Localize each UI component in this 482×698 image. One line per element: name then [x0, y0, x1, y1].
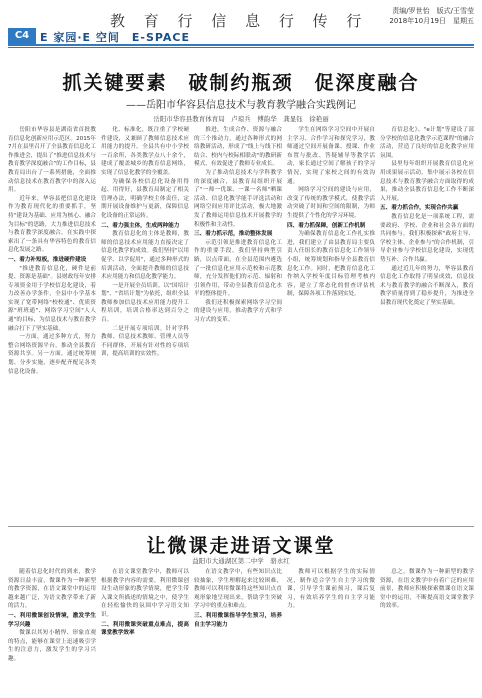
article2-column-1: [8, 568, 96, 694]
paragraph: 二是开展专项培训。针对学科教师、信息技术教师、管理人员等不同群体，开展有针对性的专项培训，提高培训的实效性。: [101, 325, 189, 358]
paragraph: 近年来，华容县把信息化建设作为教育现代化的重要抓手，坚持"建设为基础、应用为核心、融合为目标"的思路，大力推进信息技术与教育教学深度融合，在实践中探索出了一条具有华容特色的教育信息化发展之路。: [8, 195, 96, 254]
section-rule-thin: [8, 47, 474, 48]
article2-column-2: [101, 568, 189, 694]
paragraph: 学生在网络学习空间中开展自主学习、合作学习和探究学习，教师通过空间开展备课、授课、作业布置与批改、答疑辅导等教学活动，家长通过空间了解孩子的学习情况，实现了家校之间的有效沟通。: [287, 127, 375, 185]
article1-column-1: [8, 126, 96, 524]
article1-column-2: [101, 126, 189, 524]
paragraph: 通过近几年的努力，华容县教育信息化工作取得了明显成效，信息技术与教育教学的融合不断深入，教育教学质量得到了稳步提升，为推进全县教育现代化奠定了坚实基础。: [380, 265, 474, 306]
paragraph: 县里每年组织开展教育信息化应用成果展示活动，集中展示各校在信息技术与教育教学融合方面取得的成果，推动全县教育信息化工作不断深入开展。: [380, 161, 474, 202]
section-heading: 二、利用微课突破重点难点，提高课堂教学效率: [101, 621, 189, 637]
article1-byline: 岳阳市华容县教育体育局 卢琼兵 傅韵华 龚显钰 徐艳丽: [153, 115, 329, 123]
section-bar: [0, 28, 482, 44]
article1-subhead: ——岳阳市华容县信息技术与教育教学融合实践例记: [126, 100, 356, 111]
section-heading: 五、着力抓合作，实现合作共赢: [380, 205, 459, 212]
article1-column-4: [287, 126, 375, 524]
section-title: E 家园·E 空间 E-SPACE: [40, 31, 191, 44]
section-heading: 三、利用微课指导学生预习，培养自主学习能力: [194, 612, 282, 628]
paragraph: 总之，微课作为一种新型的教学资源，在语文教学中有着广泛的应用前景，教师应积极探索微课在语文课堂中的运用，不断提高语文课堂教学的效率。: [380, 569, 474, 610]
paragraph: 在语文课堂教学中，教师可以根据教学内容的需要，利用微课创设生动形象的教学情境，把学生带入课文所描述的情境之中，使学生在轻松愉快的氛围中学习语文知识。: [101, 569, 189, 618]
paragraph: 推进，生成合作、资源与融合的三个推动力，通过各种形式的网络教研活动，形成了"线上与线下相结合、校内与校际相联动"的教研新模式，有效促进了教师专业成长。: [194, 127, 282, 168]
section-heading: 一、着力补短板，推进硬件建设: [8, 256, 87, 263]
masthead-title: 教 育 行 信 息 行 传 行: [110, 12, 369, 30]
paragraph: 教育信息化的主体是教师，教师的信息技术应用能力直接决定了信息化教学的成效。我们坚持"以用促学、以学促用"，通过多种形式的培训活动，全面提升教师的信息技术应用能力和信息化教学能力。: [101, 231, 189, 281]
section-rule: [8, 44, 474, 46]
article2-byline: 益阳市大通湖区第二中学 骆永红: [192, 557, 290, 565]
article2-column-4: [287, 568, 375, 694]
section-heading: 一、利用微课创设情境，激发学生学习兴趣: [8, 612, 96, 628]
paragraph: 在语文教学中，有些知识点比较抽象，学生理解起来比较困难，教师可以利用微课将这些知识点直观形象地呈现出来，帮助学生突破学习中的重点和难点。: [194, 569, 282, 610]
article1-column-5: [380, 126, 474, 524]
paragraph: 一方面，通过多种方式，努力整合网络资源平台，推动全县教育资源共享。另一方面，通过统筹规划、分步实施，逐步配齐配足各类信息化设备。: [8, 334, 96, 375]
article2-headline: 让微课走进语文课堂: [146, 535, 336, 557]
paragraph: 示范引领是推进教育信息化工作的重要手段。我们坚持典型引路，以点带面，在全县范围内遴选了一批信息化应用示范校和示范教师，充分发挥他们的示范、辐射和引领作用，带动全县教育信息化水平的整体提升。: [194, 239, 282, 298]
paragraph: "推进教育信息化，硬件是前提、资源是基础"。县财政每年安排专项资金用于学校信息化建设，着力改善办学条件，全县中小学基本实现了宽带网络"校校通"、优质资源"班班通"、网络学习空间"人人通"的目标，为信息技术与教育教学融合打下了坚实基础。: [8, 265, 96, 332]
article1-headline: 抓关键要素 破制约瓶颈 促深度融合: [62, 72, 420, 94]
article1-column-3: [194, 126, 282, 524]
paragraph: 我们还积极探索网络学习空间的建设与应用，推动教学方式和学习方式的变革。: [194, 299, 282, 324]
section-heading: 二、着力强主体，生成两种能力: [101, 222, 180, 229]
masthead-meta: [374, 6, 474, 26]
section-heading: 三、着力抓示范，推动整体发展: [194, 231, 273, 238]
paragraph: 教师可以根据学生的实际情况，制作适合学生自主学习的微课，引导学生课前预习，课后复习，有效培养学生的自主学习能力。: [287, 569, 375, 610]
masthead-date: 2018年10月19日 星期五: [389, 17, 474, 25]
section-heading: 四、着力抓保障，创新工作机制: [287, 222, 366, 229]
article2-column-5: [380, 568, 474, 694]
paragraph: 育信息化》、"e计划"等建设了部分学校的信息化教学示范课程"的融合活动，营造了良好的信息化教学应用氛围。: [380, 127, 474, 159]
paragraph: 微课以其短小精悍、形象直观的特点，能够在课堂上迅速吸引学生的注意力，激发学生的学习兴趣。: [8, 630, 96, 662]
paragraph: 教育信息化是一项系统工程，需要政府、学校、企业和社会各方面的共同参与。我们积极探索"政府主导、学校主体、企业参与"的合作机制，引导企业参与学校信息化建设，实现优势互补、合作共赢。: [380, 213, 474, 263]
paragraph: 一是开展全员培训。以"国培计划"、"省培计划"为依托，组织全县教师参加信息技术应用能力提升工程培训，培训合格率达到百分之百。: [101, 282, 189, 324]
paragraph: 为确保教育信息化工作扎实推进，我们建立了由县教育局主要负责人任组长的教育信息化工作领导小组，统筹规划和指导全县教育信息化工作。同时，把教育信息化工作纳入学校年度目标管理考核内容，建立了常态化的督查评估机制，保障各项工作落到实处。: [287, 231, 375, 298]
paragraph: 化、标准化，既注重了学校硬件建设，又兼顾了教师信息技术应用能力的提升。全县共有中小学校一百余所，各类教学点八十余个，建成了覆盖城乡的教育信息网络，实现了信息化教学的全覆盖。: [101, 127, 189, 176]
section-code: C4: [8, 28, 36, 44]
paragraph: 为了推动信息技术与学科教学的深度融合，县教育局组织开展了"一师一优课、一课一名师"晒课活动、信息化教学能手评选活动和网络空间应用评比活动，极大地激发了教师运用信息技术开展教学的积极性和主动性。: [194, 169, 282, 228]
paragraph: 网络学习空间的建设与应用，改变了传统的教学模式，使教学活动突破了时间和空间的限制，为师生提供了个性化的学习环境。: [287, 187, 375, 219]
paragraph: 岳阳市华容县是湖南省首批教育信息化创新应用示范区。2015年7月在县里召开了全县教育信息化工作推进会，提出了"推进信息技术与教育教学深度融合"的工作目标，县教育局出台了一系列措施，全面推动信息技术在教育教学中的深入运用。: [8, 127, 96, 194]
masthead-editor: 责编/罗世怡 版式/王雪莹: [392, 7, 474, 15]
article2-column-3: [194, 568, 282, 694]
paragraph: 为确保各校信息化设备用得起、用得好，县教育局制定了相关管理办法，明确学校主体责任，定期开展设备维护与更新，保障信息化设备的正常运转。: [101, 178, 189, 219]
article-divider: [8, 526, 474, 527]
paragraph: 随着信息化时代的到来，教学资源日益丰富，微课作为一种新型的教学资源，在语文课堂中的运用越来越广泛，为语文教学带来了新的活力。: [8, 569, 96, 610]
